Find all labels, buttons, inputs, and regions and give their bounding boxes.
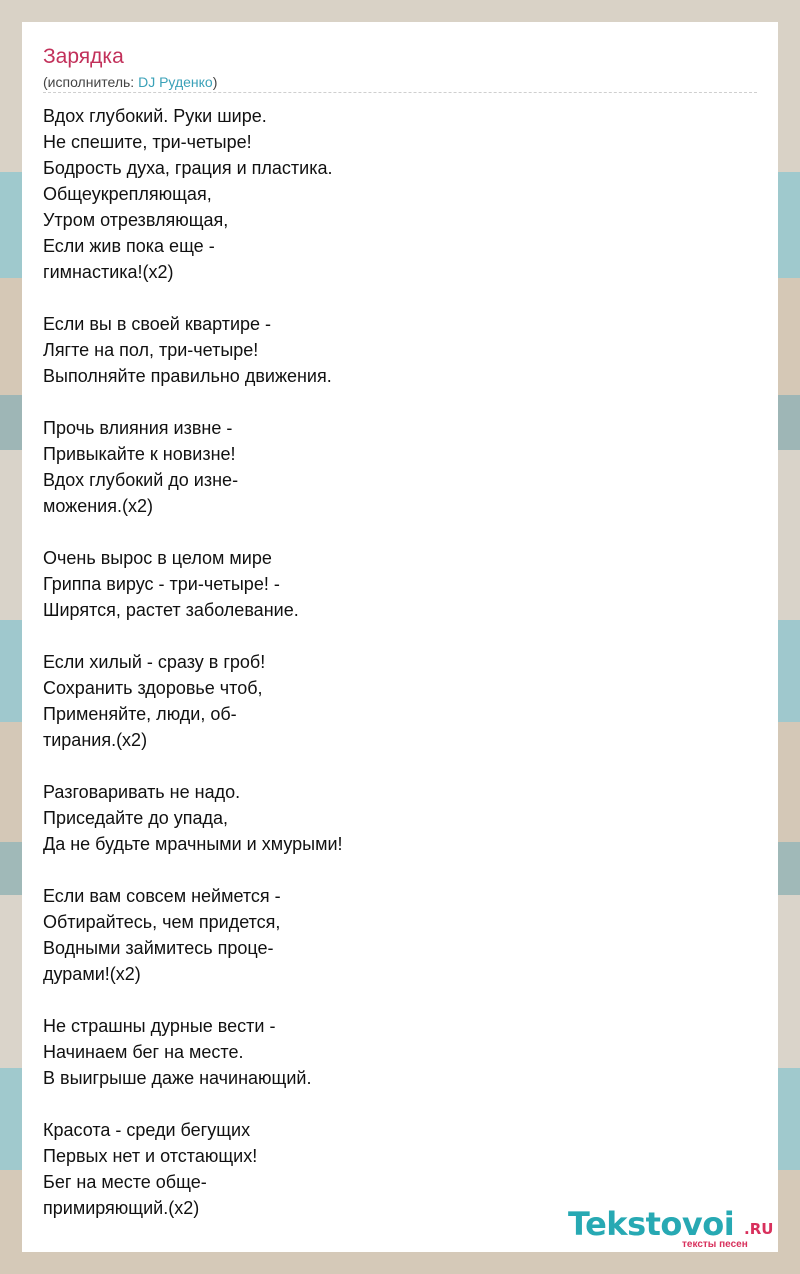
- lyric-line: Бег на месте обще-: [43, 1172, 207, 1192]
- artist-link[interactable]: DJ Руденко: [138, 74, 213, 90]
- site-logo[interactable]: [568, 1204, 773, 1250]
- artist-suffix: ): [212, 74, 218, 90]
- lyric-line: Не спешите, три-четыре!: [43, 132, 252, 152]
- stanza-break: [43, 623, 757, 649]
- lyrics-card: [22, 22, 778, 1252]
- lyric-line: Обтирайтесь, чем придется,: [43, 912, 281, 932]
- lyric-line: Бодрость духа, грация и пластика.: [43, 158, 333, 178]
- lyric-line: Привыкайте к новизне!: [43, 444, 236, 464]
- stanza-break: [43, 519, 757, 545]
- lyric-line: Не страшны дурные вести -: [43, 1016, 276, 1036]
- lyric-line: Приседайте до упада,: [43, 808, 229, 828]
- lyric-line: Выполняйте правильно движения.: [43, 366, 332, 386]
- lyric-line: Начинаем бег на месте.: [43, 1042, 244, 1062]
- lyric-line: Разговаривать не надо.: [43, 782, 241, 802]
- lyric-line: Красота - среди бегущих: [43, 1120, 251, 1140]
- title-divider: [43, 92, 757, 93]
- stanza-break: [43, 285, 757, 311]
- lyric-line: Очень вырос в целом мире: [43, 548, 272, 568]
- lyric-line: Утром отрезвляющая,: [43, 210, 229, 230]
- lyric-line: Вдох глубокий. Руки шире.: [43, 106, 267, 126]
- lyric-line: Если хилый - сразу в гроб!: [43, 652, 266, 672]
- lyric-line: Если вы в своей квартире -: [43, 314, 272, 334]
- lyric-line: дурами!(x2): [43, 964, 141, 984]
- logo-wordmark: Tekstovoi: [568, 1205, 735, 1243]
- lyric-line: тирания.(x2): [43, 730, 148, 750]
- song-title: Зарядка: [43, 45, 124, 68]
- artist-prefix: (исполнитель:: [43, 74, 139, 90]
- stanza-break: [43, 1091, 757, 1117]
- stanza-break: [43, 987, 757, 1013]
- artist-line: [43, 73, 217, 91]
- lyric-line: Сохранить здоровье чтоб,: [43, 678, 263, 698]
- lyric-line: Лягте на пол, три-четыре!: [43, 340, 259, 360]
- lyric-line: Ширятся, растет заболевание.: [43, 600, 299, 620]
- stanza-break: [43, 753, 757, 779]
- lyric-line: Если вам совсем неймется -: [43, 886, 281, 906]
- lyric-line: Гриппа вирус - три-четыре! -: [43, 574, 280, 594]
- lyric-line: Водными займитесь проце-: [43, 938, 274, 958]
- lyric-line: можения.(x2): [43, 496, 153, 516]
- logo-domain: .RU: [744, 1220, 774, 1238]
- lyric-line: Если жив пока еще -: [43, 236, 215, 256]
- lyric-line: гимнастика!(x2): [43, 262, 174, 282]
- stanza-break: [43, 389, 757, 415]
- lyric-line: примиряющий.(x2): [43, 1198, 200, 1218]
- lyrics-text: [43, 103, 757, 1221]
- lyric-line: Да не будьте мрачными и хмурыми!: [43, 834, 343, 854]
- lyric-line: Прочь влияния извне -: [43, 418, 233, 438]
- lyric-line: Применяйте, люди, об-: [43, 704, 237, 724]
- lyric-line: Вдох глубокий до изне-: [43, 470, 239, 490]
- lyric-line: Первых нет и отстающих!: [43, 1146, 258, 1166]
- stanza-break: [43, 857, 757, 883]
- logo-tagline: тексты песен: [682, 1239, 748, 1250]
- lyric-line: В выигрыше даже начинающий.: [43, 1068, 312, 1088]
- lyric-line: Общеукрепляющая,: [43, 184, 212, 204]
